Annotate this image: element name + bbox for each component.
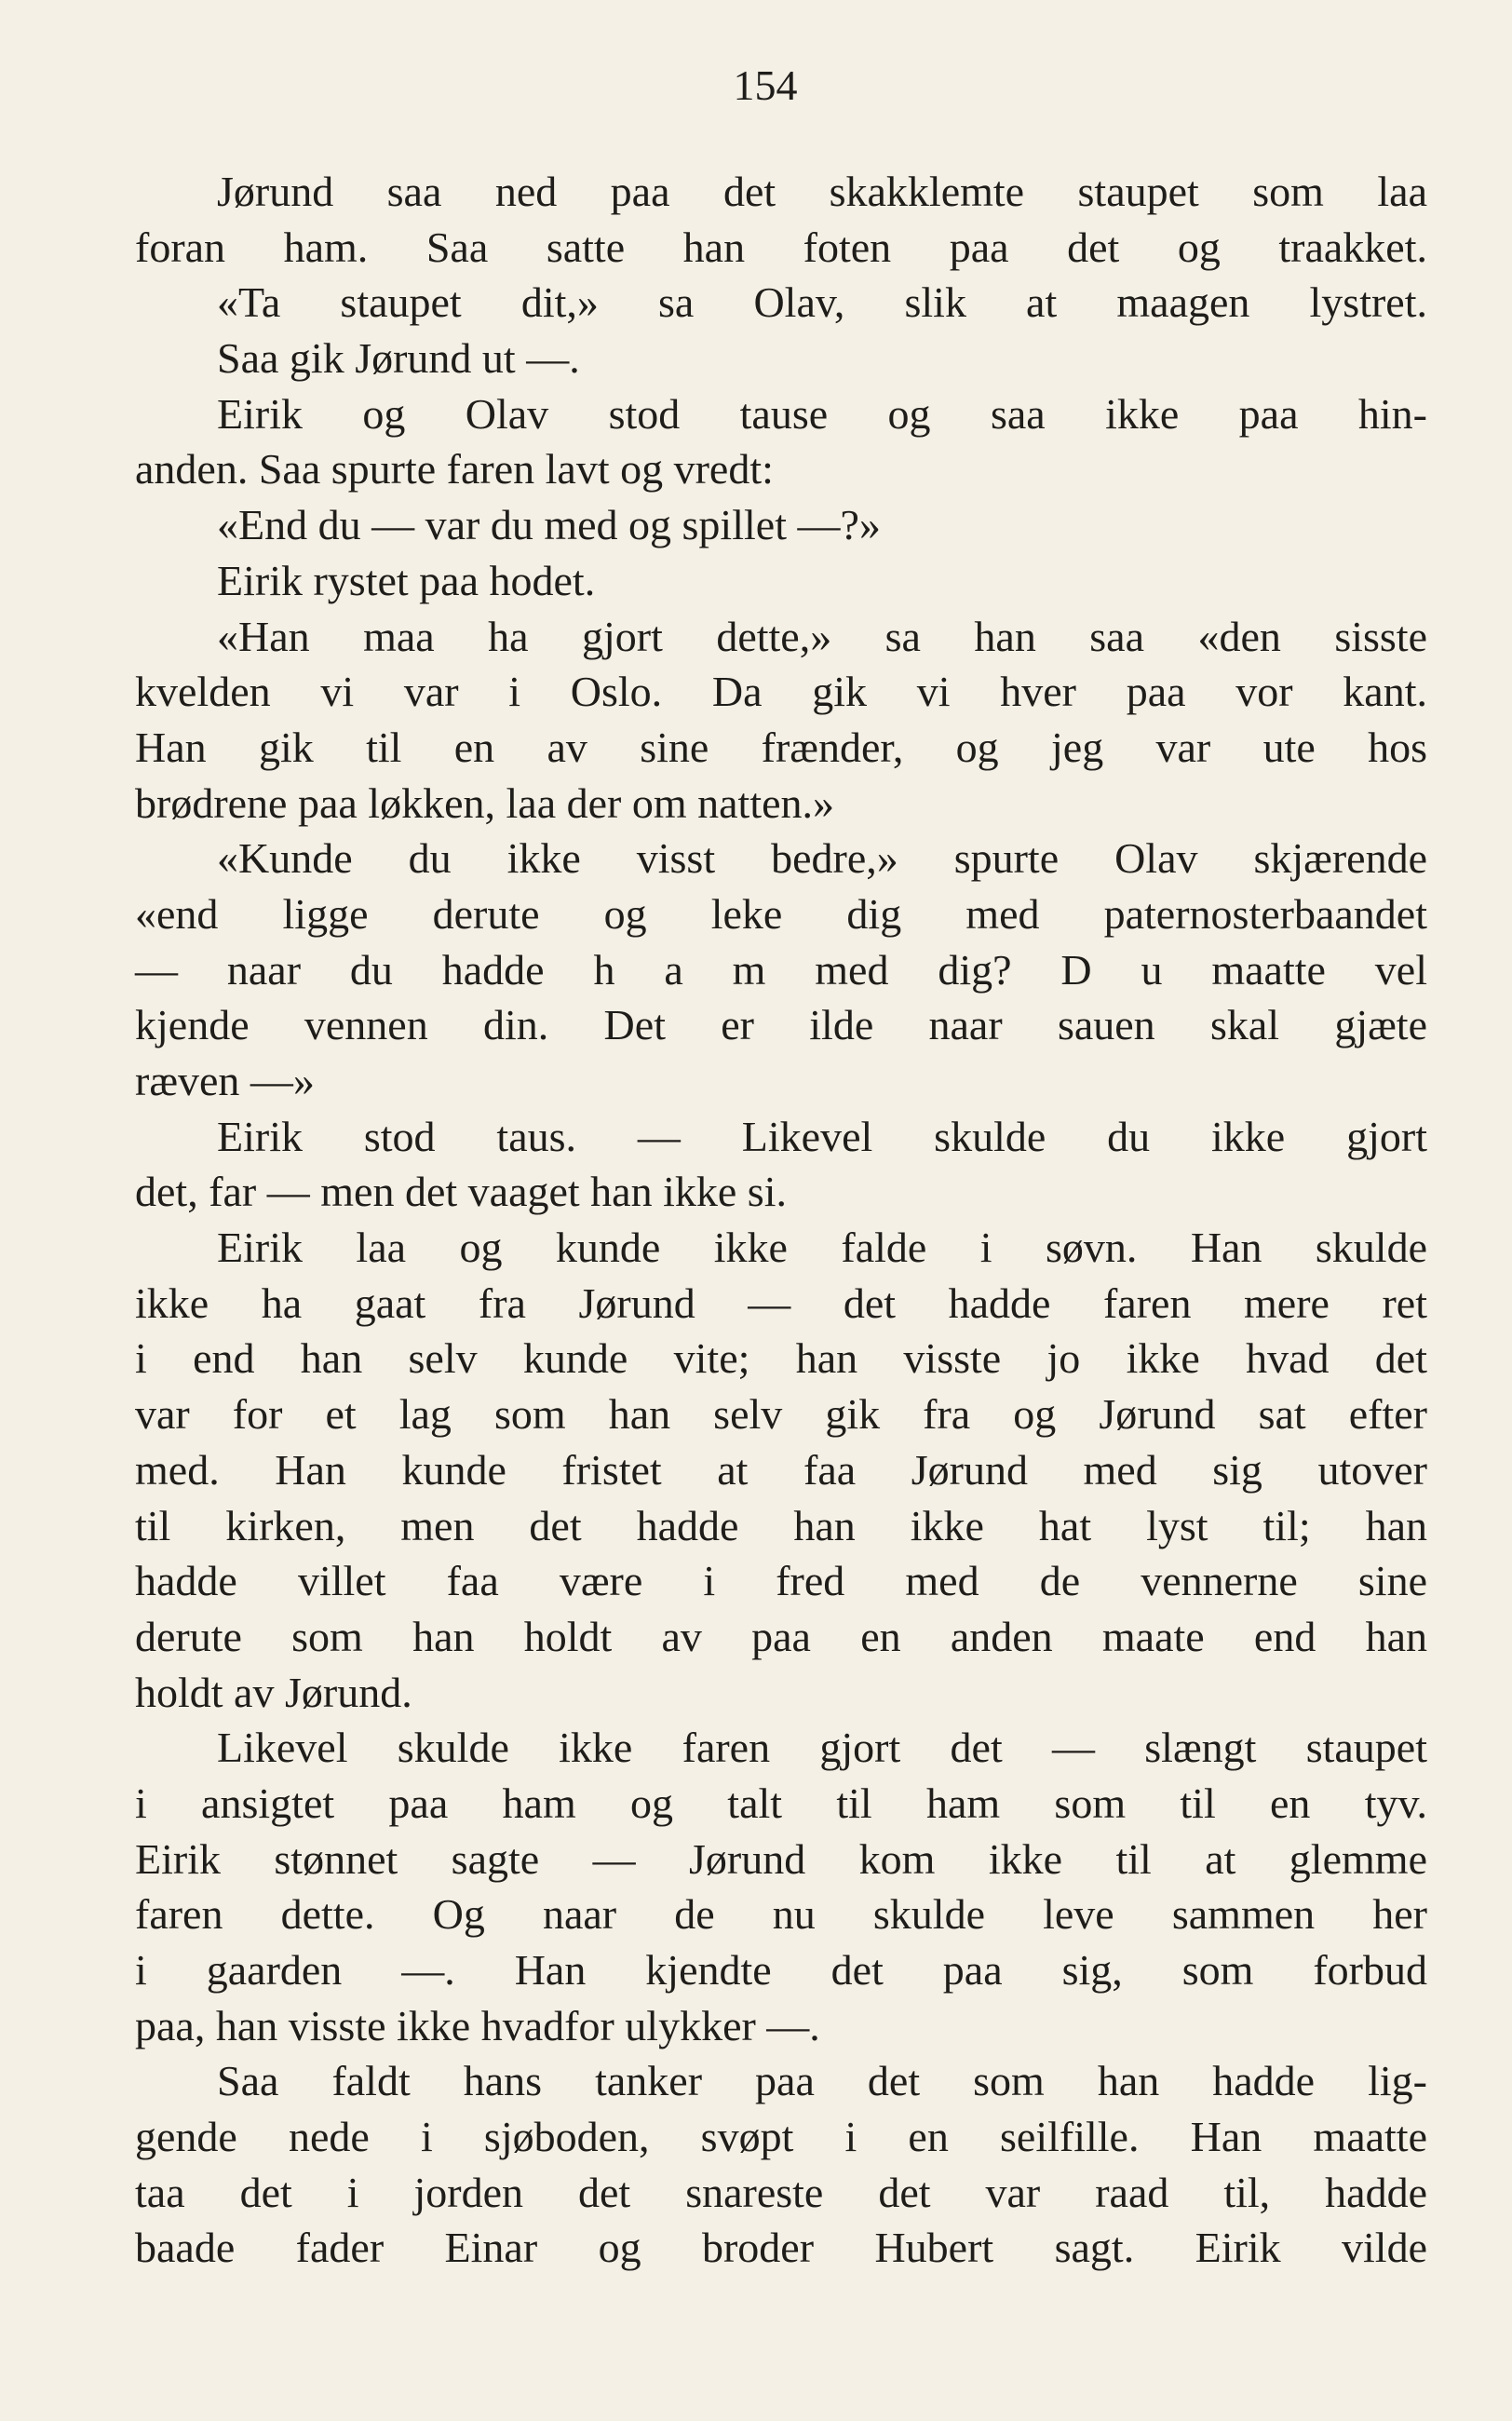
text-line: kjende vennen din. Det er ilde naar sauen skal gjæte — [135, 1001, 1427, 1049]
text-line: anden. Saa spurte faren lavt og vredt: — [135, 445, 774, 494]
text-line: — naar du hadde h a m med dig? D u maatte vel — [135, 945, 1427, 994]
text-line: paa, han visste ikke hvadfor ulykker —. — [135, 2001, 820, 2049]
text-line: «Han maa ha gjort dette,» sa han saa «den sisste — [217, 612, 1427, 660]
text-line: kvelden vi var i Oslo. Da gik vi hver paa vor kant. — [135, 668, 1427, 716]
text-line: baade fader Einar og broder Hubert sagt. Eirik vilde — [135, 2224, 1427, 2272]
text-line: «End du — var du med og spillet —?» — [217, 501, 881, 549]
text-line: Eirik laa og kunde ikke falde i søvn. Han skulde — [217, 1224, 1427, 1272]
text-line: i end han selv kunde vite; han visste jo ikke hvad det — [135, 1334, 1427, 1383]
text-line: Eirik og Olav stod tause og saa ikke paa hin- — [217, 389, 1427, 438]
text-line: foran ham. Saa satte han foten paa det og traakket. — [135, 223, 1427, 271]
text-line: gende nede i sjøboden, svøpt i en seilfille. Han maatte — [135, 2113, 1427, 2161]
text-line: til kirken, men det hadde han ikke hat lyst til; han — [135, 1501, 1427, 1549]
text-line: i ansigtet paa ham og talt til ham som til en tyv. — [135, 1779, 1427, 1827]
text-line: Saa gik Jørund ut —. — [217, 334, 580, 383]
text-line: Eirik rystet paa hodet. — [217, 556, 596, 604]
text-line: ikke ha gaat fra Jørund — det hadde faren mere ret — [135, 1278, 1427, 1327]
text-line: «Kunde du ikke visst bedre,» spurte Olav skjærende — [217, 834, 1427, 883]
text-line: Eirik stønnet sagte — Jørund kom ikke til at glemme — [135, 1834, 1427, 1883]
text-line: i gaarden —. Han kjendte det paa sig, som forbud — [135, 1946, 1427, 1994]
page-number: 154 — [733, 61, 798, 109]
text-line: Jørund saa ned paa det skakklemte staupet som laa — [217, 168, 1427, 215]
text-line: Han gik til en av sine frænder, og jeg var ute hos — [135, 723, 1427, 771]
text-line: brødrene paa løkken, laa der om natten.» — [135, 778, 835, 827]
body-text — [135, 164, 1427, 2276]
text-line: Saa faldt hans tanker paa det som han hadde lig- — [217, 2057, 1427, 2105]
text-line: derute som han holdt av paa en anden maate end han — [135, 1612, 1427, 1660]
text-line: Likevel skulde ikke faren gjort det — slængt staupet — [217, 1724, 1427, 1772]
text-line: med. Han kunde fristet at faa Jørund med sig utover — [135, 1445, 1427, 1494]
text-line: «end ligge derute og leke dig med paternosterbaandet — [135, 889, 1427, 938]
text-line: ræven —» — [135, 1057, 315, 1104]
text-line: «Ta staupet dit,» sa Olav, slik at maagen lystret. — [217, 278, 1427, 327]
text-line: taa det i jorden det snareste det var raad til, hadde — [135, 2168, 1427, 2216]
text-line: hadde villet faa være i fred med de vennerne sine — [135, 1557, 1427, 1605]
text-line: faren dette. Og naar de nu skulde leve sammen her — [135, 1890, 1427, 1939]
text-line: det, far — men det vaaget han ikke si. — [135, 1168, 787, 1216]
text-line: holdt av Jørund. — [135, 1668, 412, 1716]
text-line: var for et lag som han selv gik fra og Jørund sat efter — [135, 1390, 1427, 1439]
text-line: Eirik stod taus. — Likevel skulde du ikke gjort — [217, 1112, 1427, 1160]
